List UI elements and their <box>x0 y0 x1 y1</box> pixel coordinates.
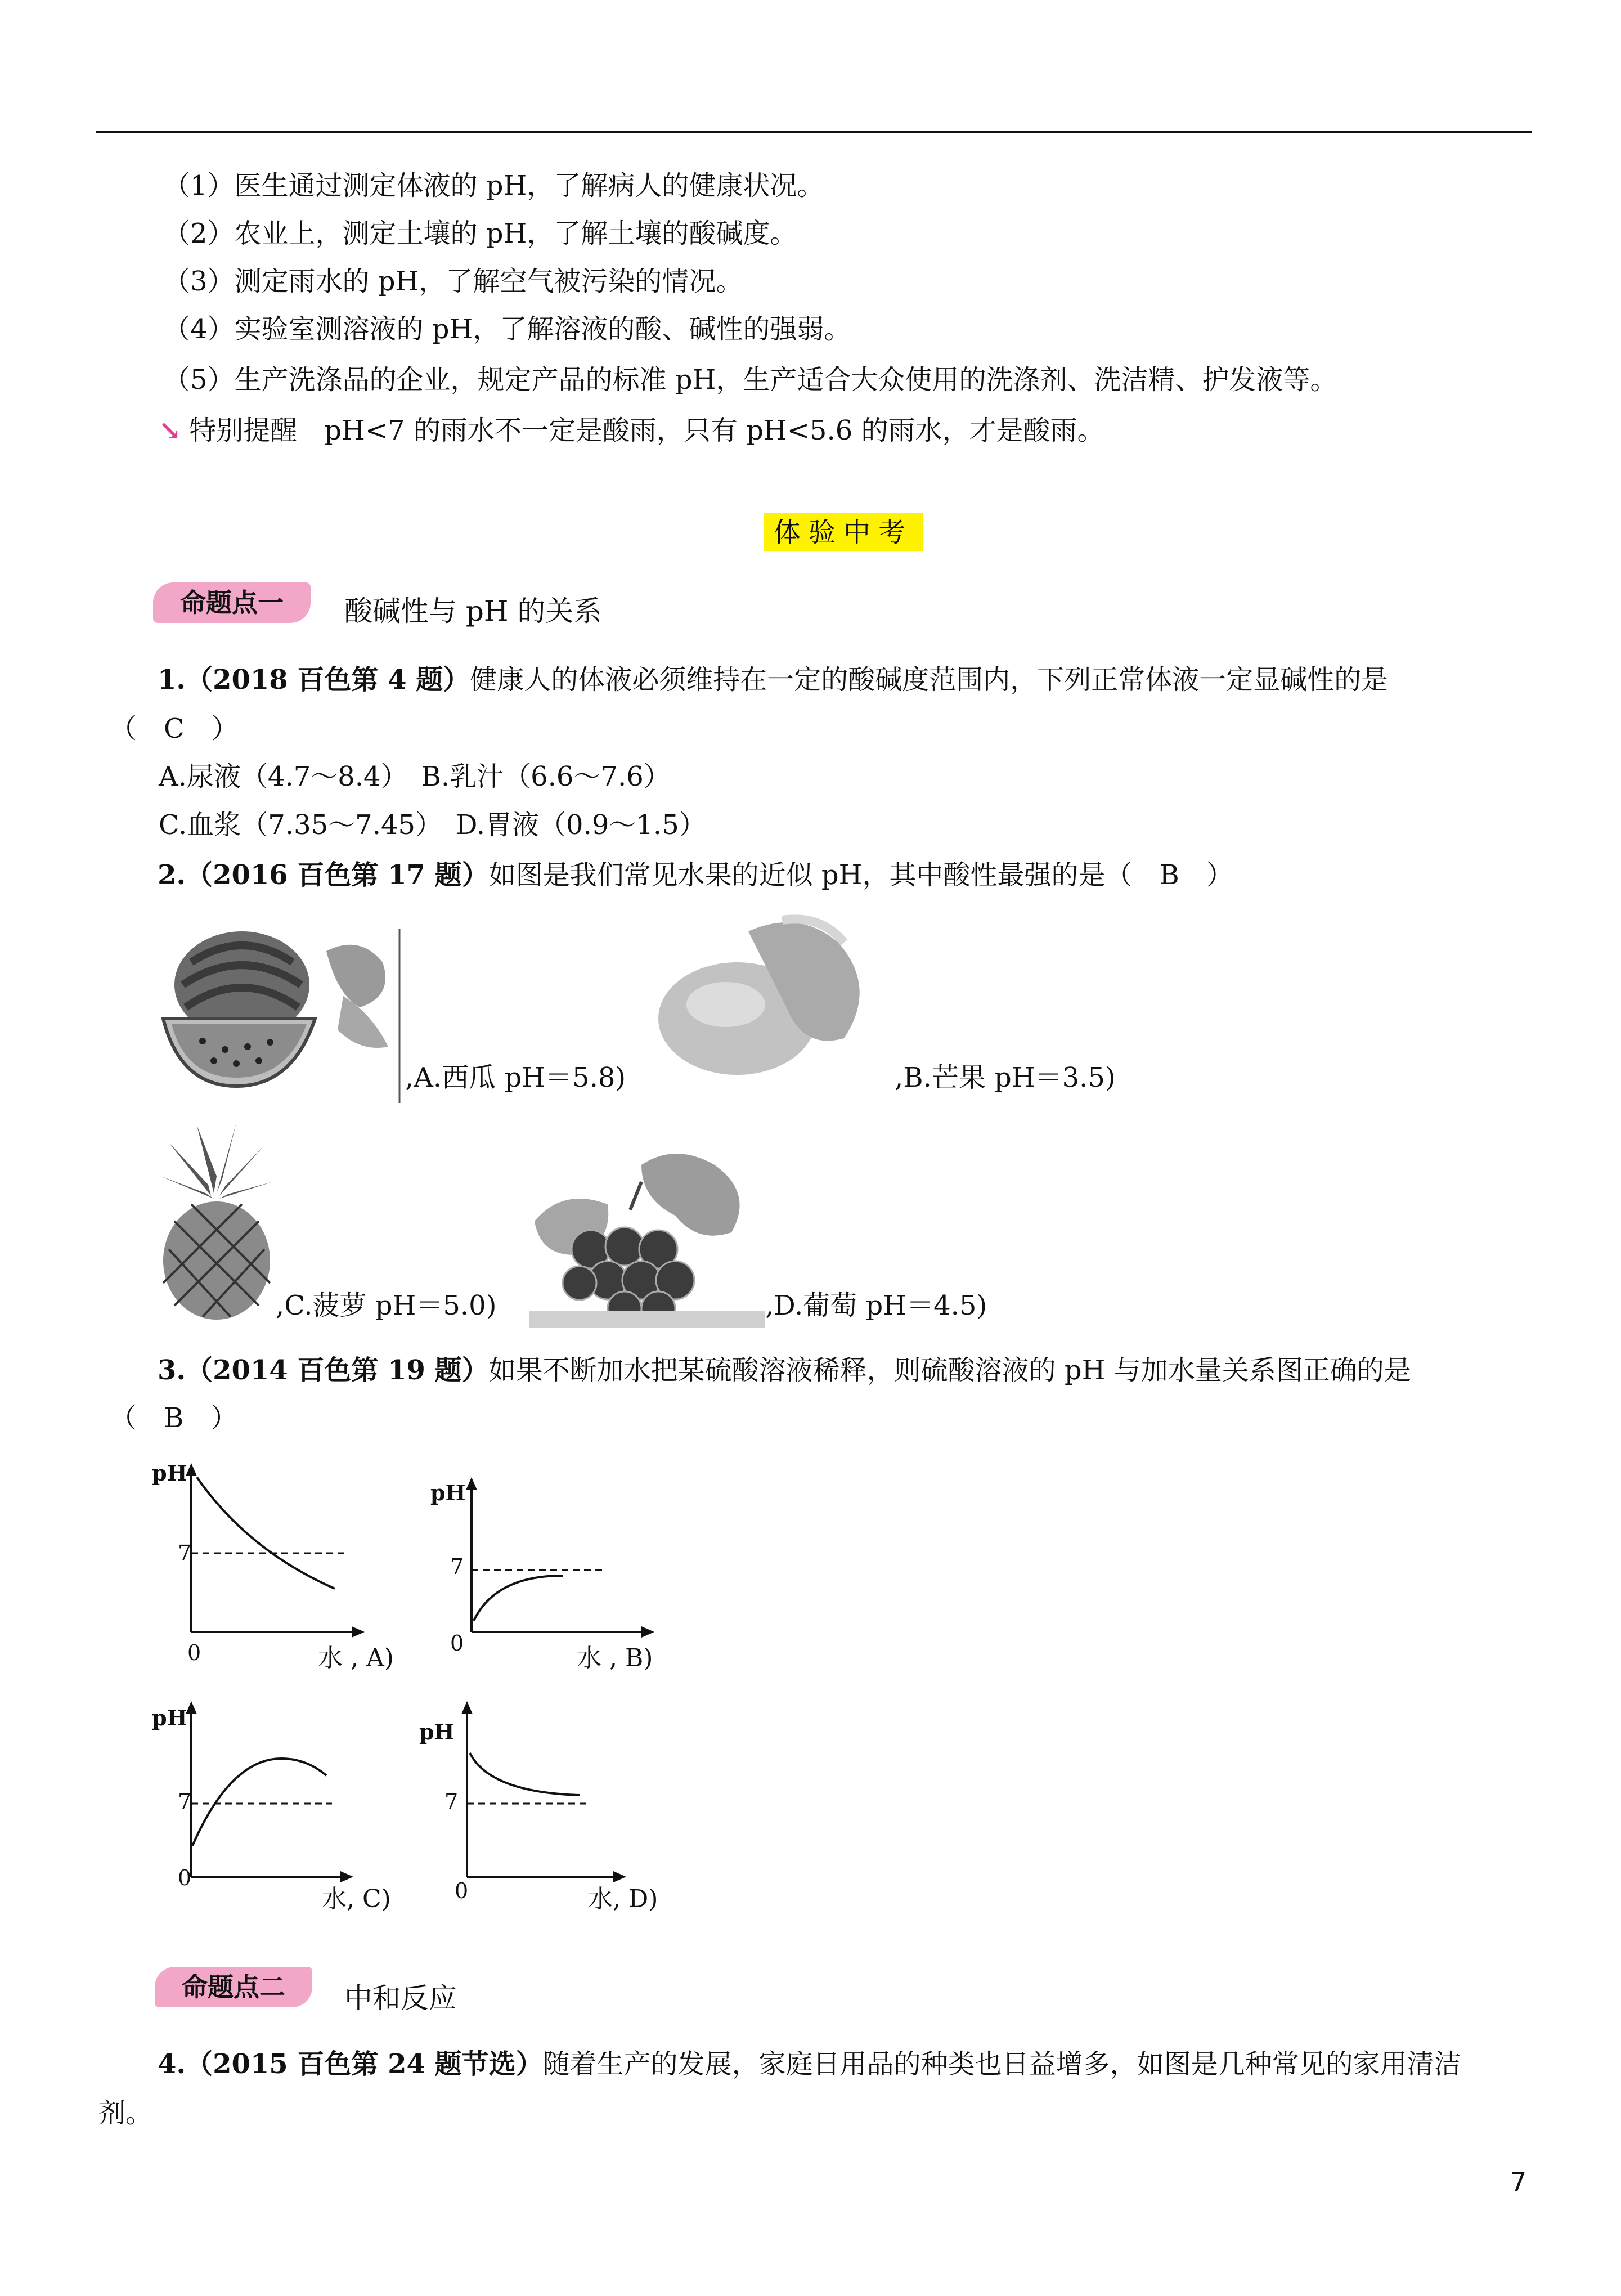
curve-b <box>474 1576 563 1621</box>
pineapple-image <box>158 1120 276 1322</box>
q1-options-row2: C.血浆（7.35～7.45） D.胃液（0.9～1.5） <box>159 809 706 841</box>
graph-b-ylabel: pH <box>430 1480 466 1505</box>
graph-a-caption: 水 , A) <box>318 1644 394 1672</box>
q4-stem-cont: 剂。 <box>98 2097 153 2129</box>
q1-source: （2018 百色第 4 题） <box>186 664 470 696</box>
section-title: 体验中考 <box>764 513 923 551</box>
q4-text: 随着生产的发展，家庭日用品的种类也日益增多，如图是几种常见的家用清洁 <box>542 2048 1461 2080</box>
graph-d-caption: 水, D) <box>588 1885 658 1913</box>
reminder <box>159 414 1104 447</box>
q2-stem <box>158 858 1233 892</box>
graph-d-ylabel: pH <box>419 1719 455 1745</box>
q2-text: 如图是我们常见水果的近似 pH，其中酸性最强的是（ B ） <box>488 859 1233 891</box>
q1-stem <box>158 663 1388 697</box>
graph-b-caption: 水 , B) <box>577 1644 653 1672</box>
q1-number: 1. <box>158 664 186 696</box>
curve-a <box>197 1477 335 1589</box>
caption-c: ,C.菠萝 pH＝5.0) <box>276 1290 497 1321</box>
caption-d: ,D.葡萄 pH＝4.5) <box>765 1290 987 1321</box>
q3-number: 3. <box>158 1355 186 1386</box>
q1-text: 健康人的体液必须维持在一定的酸碱度范围内，下列正常体液一定显碱性的是 <box>470 664 1389 696</box>
q2-number: 2. <box>158 859 186 891</box>
graph-c-seven: 7 <box>178 1790 192 1814</box>
intro-item-1: （1）医生通过测定体液的 pH，了解病人的健康状况。 <box>163 170 824 201</box>
graph-b-seven: 7 <box>450 1554 464 1579</box>
q4-number: 4. <box>158 2048 186 2080</box>
point2-tag: 命题点二 <box>155 1967 312 2007</box>
graph-b <box>433 1474 692 1671</box>
point1-title: 酸碱性与 pH 的关系 <box>344 595 602 627</box>
graph-d-seven: 7 <box>444 1790 459 1814</box>
q2-source: （2016 百色第 17 题） <box>186 859 489 891</box>
caption-a: ,A.西瓜 pH＝5.8) <box>405 1062 626 1093</box>
intro-item-2: （2）农业上，测定土壤的 pH，了解土壤的酸碱度。 <box>163 218 797 249</box>
graph-c-ylabel: pH <box>152 1705 187 1730</box>
graph-b-zero: 0 <box>450 1631 464 1656</box>
caption-b: ,B.芒果 pH＝3.5) <box>895 1062 1116 1093</box>
q3-stem <box>158 1353 1411 1387</box>
graph-a-zero: 0 <box>187 1640 201 1665</box>
intro-item-4: （4）实验室测溶液的 pH，了解溶液的酸、碱性的强弱。 <box>163 313 851 345</box>
point2-title: 中和反应 <box>344 1982 457 2015</box>
graph-c-caption: 水, C) <box>322 1885 391 1913</box>
watermelon-image <box>158 917 405 1103</box>
reminder-arrow-icon: ↘ <box>159 415 182 446</box>
mango-image <box>653 909 889 1089</box>
graph-c-zero: 0 <box>178 1866 192 1890</box>
curve-d <box>470 1753 580 1795</box>
intro-item-3: （3）测定雨水的 pH，了解空气被污染的情况。 <box>163 266 743 297</box>
header-rule <box>96 131 1532 133</box>
point1-tag: 命题点一 <box>153 582 311 623</box>
q3-text: 如果不断加水把某硫酸溶液稀释，则硫酸溶液的 pH 与加水量关系图正确的是 <box>488 1355 1411 1386</box>
intro-item-5: （5）生产洗涤品的企业，规定产品的标准 pH，生产适合大众使用的洗涤剂、洗洁精、护发液等。 <box>163 364 1337 396</box>
graph-d <box>428 1697 664 1905</box>
q3-answer: （ B ） <box>110 1402 238 1434</box>
graph-a-ylabel: pH <box>152 1460 187 1486</box>
reminder-text: pH<7 的雨水不一定是酸雨，只有 pH<5.6 的雨水，才是酸雨。 <box>324 415 1104 446</box>
q3-source: （2014 百色第 19 题） <box>186 1355 489 1386</box>
page-number: 7 <box>1510 2167 1527 2197</box>
q1-answer: （ C ） <box>110 713 239 745</box>
graph-d-zero: 0 <box>455 1878 469 1903</box>
curve-c <box>192 1759 326 1846</box>
q1-options-row1: A.尿液（4.7～8.4） B.乳汁（6.6～7.6） <box>159 761 671 792</box>
graph-a-seven: 7 <box>178 1541 192 1566</box>
q4-stem <box>158 2047 1461 2081</box>
q4-source: （2015 百色第 24 题节选） <box>186 2048 543 2080</box>
reminder-label: 特别提醒 <box>189 415 298 446</box>
grapes-image <box>529 1148 765 1328</box>
